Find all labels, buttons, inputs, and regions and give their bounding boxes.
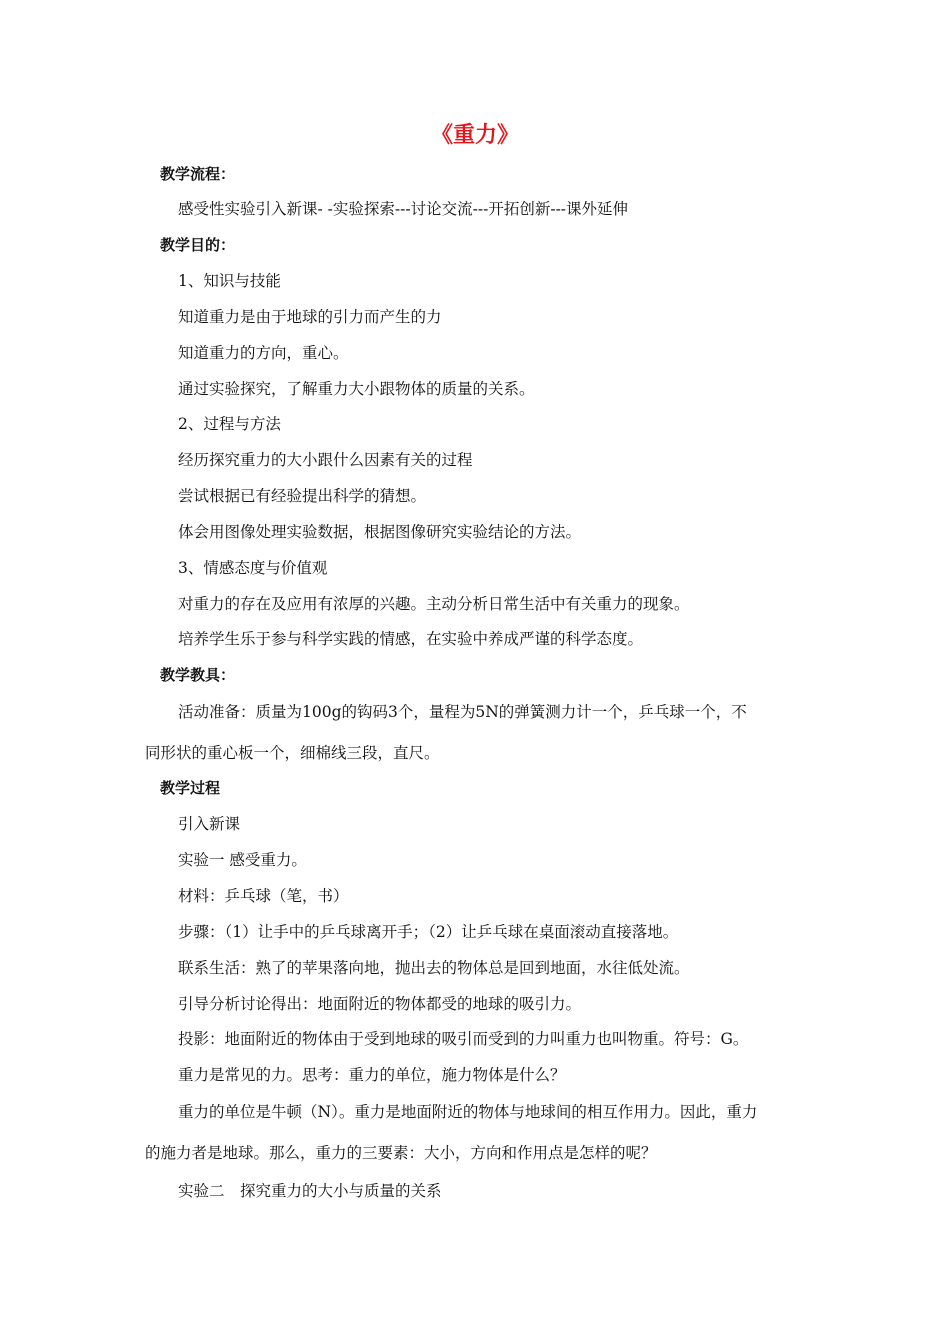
tools-heading: 教学教具： xyxy=(160,666,236,684)
flow-heading: 教学流程： xyxy=(160,165,236,183)
process-heading: 教学过程 xyxy=(160,779,221,797)
tools-text-line2: 同形状的重心板一个，细棉线三段，直尺。 xyxy=(145,744,440,762)
goals-item: 体会用图像处理实验数据，根据图像研究实验结论的方法。 xyxy=(178,523,582,541)
process-item: 实验一 感受重力。 xyxy=(178,851,307,869)
goals-item: 3、情感态度与价值观 xyxy=(178,559,328,577)
process-item: 重力是常见的力。思考：重力的单位，施力物体是什么？ xyxy=(178,1066,566,1084)
goals-heading: 教学目的： xyxy=(160,236,236,254)
goals-item: 2、过程与方法 xyxy=(178,415,281,433)
goals-item: 尝试根据已有经验提出科学的猜想。 xyxy=(178,487,427,505)
goals-item: 培养学生乐于参与科学实践的情感，在实验中养成严谨的科学态度。 xyxy=(178,630,644,648)
experiment-two-title: 实验二 探究重力的大小与质量的关系 xyxy=(178,1182,442,1200)
goals-item: 对重力的存在及应用有浓厚的兴趣。主动分析日常生活中有关重力的现象。 xyxy=(178,595,690,613)
process-item: 引导分析讨论得出：地面附近的物体都受的地球的吸引力。 xyxy=(178,995,582,1013)
process-item: 投影：地面附近的物体由于受到地球的吸引而受到的力叫重力也叫物重。符号：G。 xyxy=(178,1030,749,1048)
process-item: 联系生活：熟了的苹果落向地，抛出去的物体总是回到地面，水往低处流。 xyxy=(178,959,690,977)
goals-item: 1、知识与技能 xyxy=(178,272,281,290)
unit-text-line1: 重力的单位是牛顿（N）。重力是地面附近的物体与地球间的相互作用力。因此，重力 xyxy=(178,1103,758,1121)
process-item: 材料：乒乓球（笔，书） xyxy=(178,887,349,905)
goals-item: 知道重力是由于地球的引力而产生的力 xyxy=(178,308,442,326)
flow-text: 感受性实验引入新课- -实验探索---讨论交流---开拓创新---课外延伸 xyxy=(178,200,629,218)
process-item: 引入新课 xyxy=(178,815,241,833)
goals-item: 通过实验探究，了解重力大小跟物体的质量的关系。 xyxy=(178,380,535,398)
process-item: 步骤：（1）让手中的乒乓球离开手；（2）让乒乓球在桌面滚动直接落地。 xyxy=(178,923,679,941)
goals-item: 经历探究重力的大小跟什么因素有关的过程 xyxy=(178,451,473,469)
document-title: 《重力》 xyxy=(430,123,519,148)
unit-text-line2: 的施力者是地球。那么，重力的三要素：大小，方向和作用点是怎样的呢？ xyxy=(145,1144,657,1162)
tools-text-line1: 活动准备：质量为100g的钩码3个，量程为5N的弹簧测力计一个，乒乓球一个，不 xyxy=(178,703,747,721)
goals-item: 知道重力的方向，重心。 xyxy=(178,344,349,362)
